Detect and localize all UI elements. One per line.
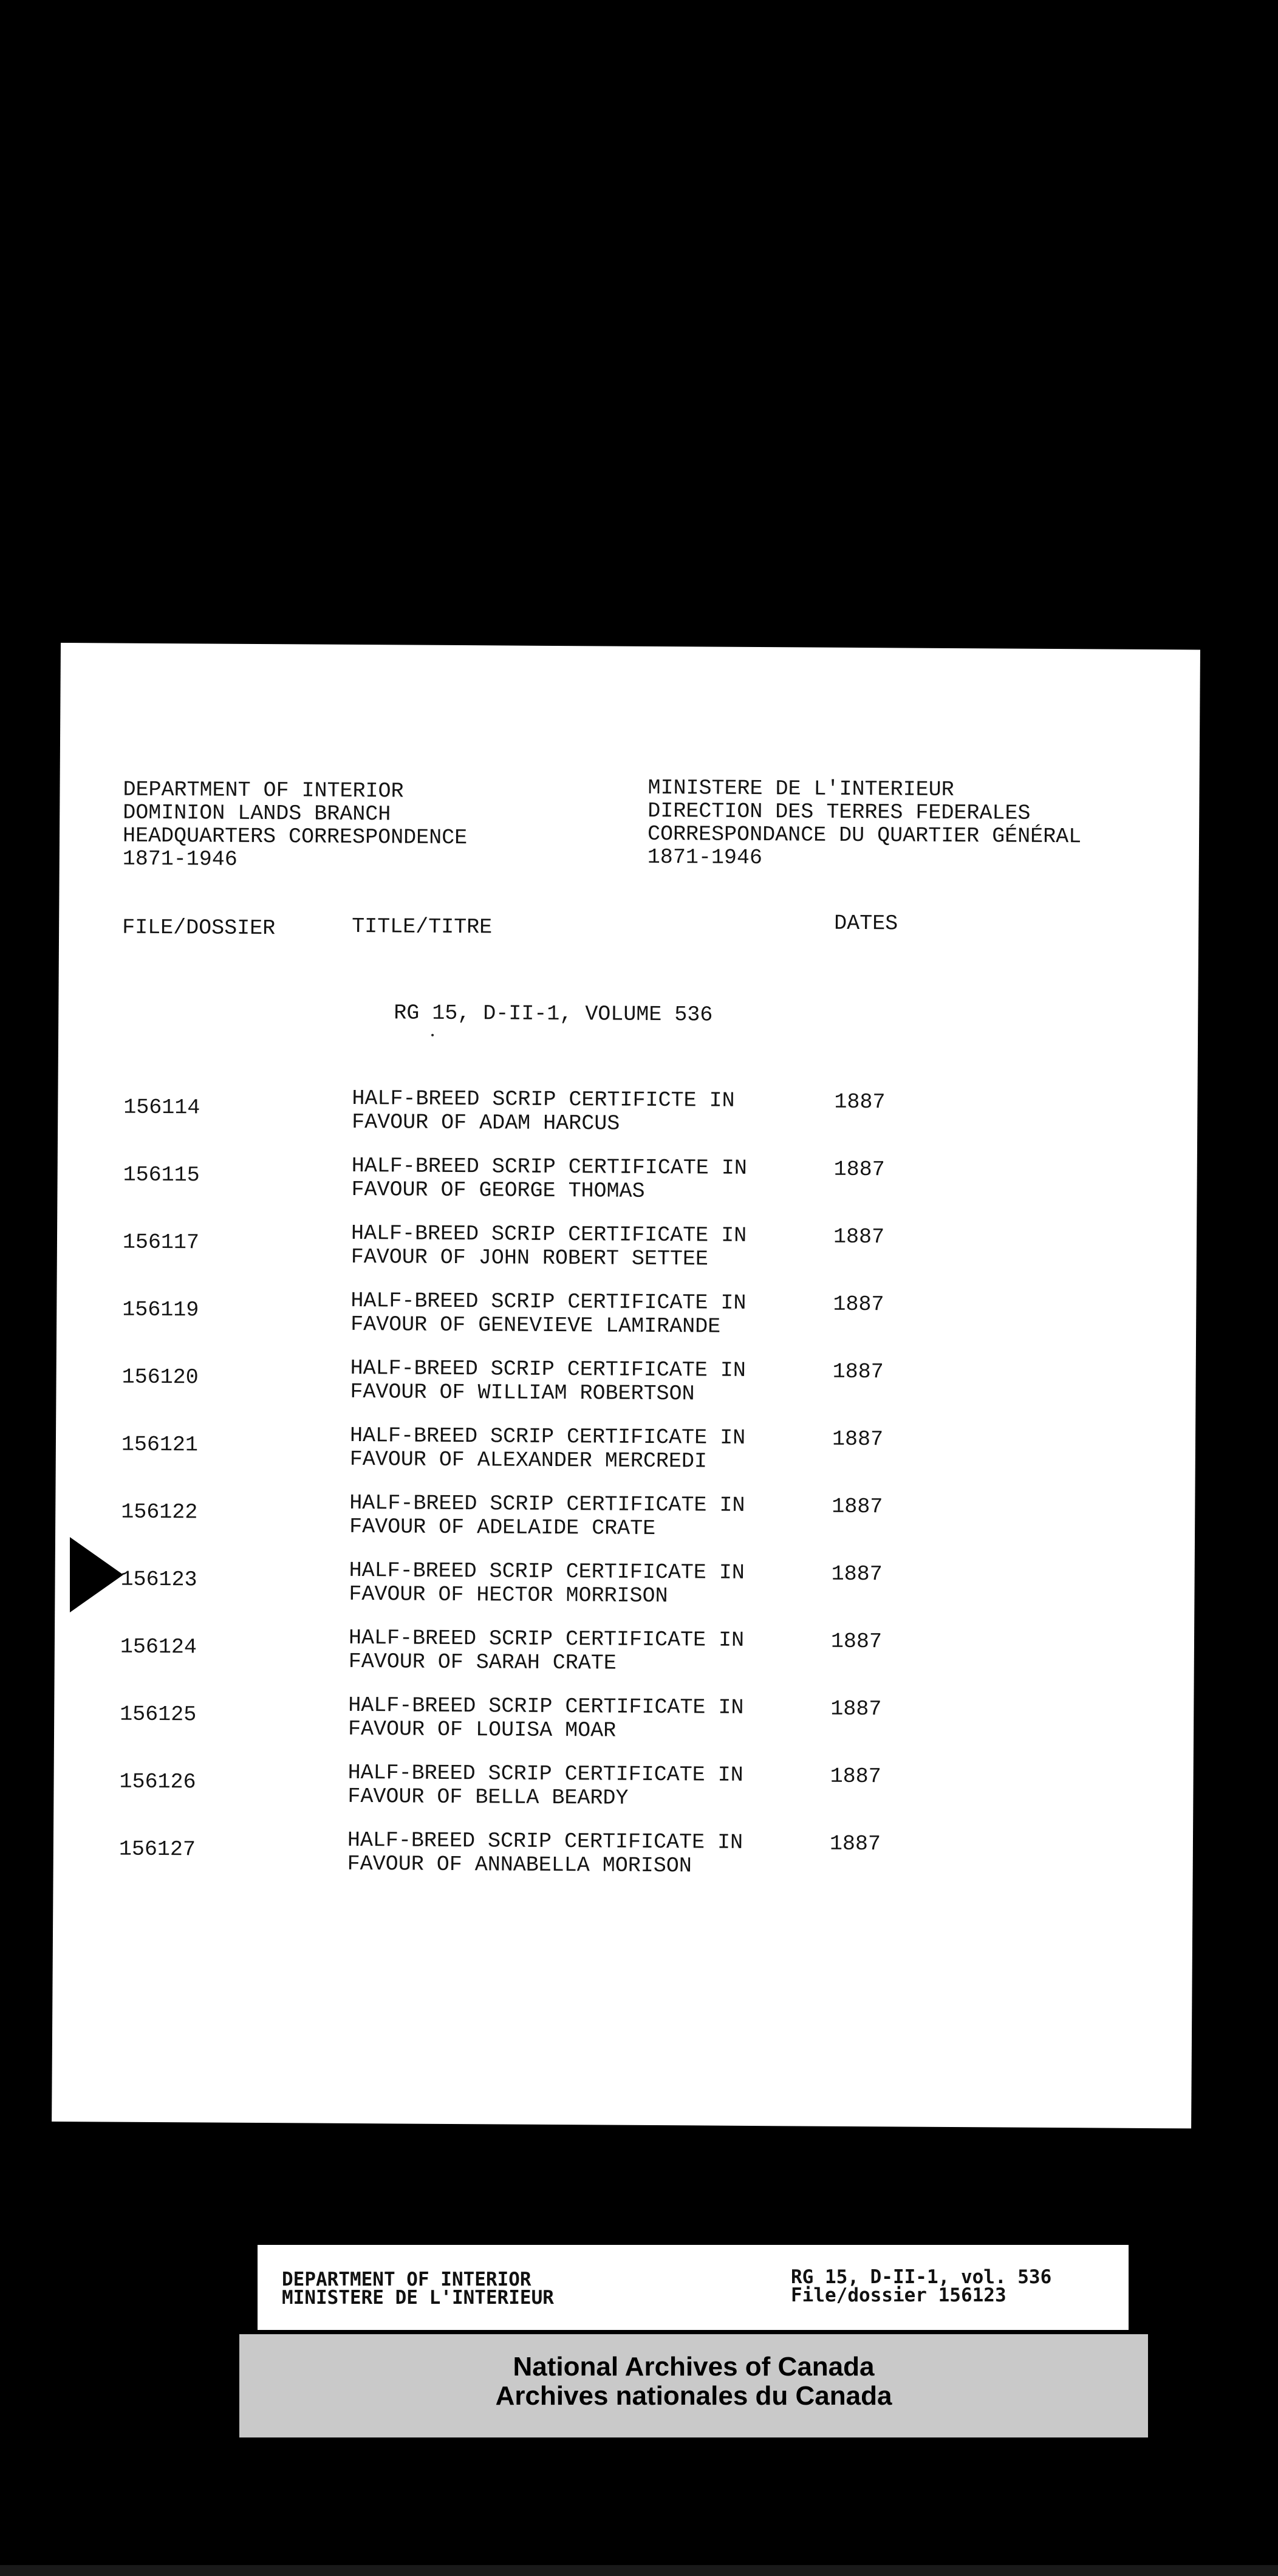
entry-title-line: FAVOUR OF ALEXANDER MERCREDI — [349, 1447, 708, 1474]
entry-title-line: HALF-BREED SCRIP CERTIFICATE IN — [351, 1153, 747, 1180]
table-row — [53, 1827, 1194, 1888]
entry-title-line: HALF-BREED SCRIP CERTIFICATE IN — [349, 1558, 745, 1585]
column-header-title: TITLE/TITRE — [352, 914, 493, 940]
header-en-line: DEPARTMENT OF INTERIOR — [123, 777, 404, 804]
table-row — [57, 1153, 1197, 1214]
entry-title — [349, 1626, 745, 1676]
label-line: File/dossier 156123 — [791, 2284, 1006, 2306]
file-number: 156126 — [119, 1769, 196, 1795]
header-english — [123, 778, 468, 872]
label-line: RG 15, D-II-1, vol. 536 — [791, 2266, 1052, 2288]
table-row — [55, 1557, 1195, 1619]
entry-title-line: FAVOUR OF LOUISA MOAR — [347, 1716, 617, 1743]
file-number: 156123 — [120, 1567, 197, 1592]
entry-date: 1887 — [832, 1359, 884, 1385]
column-header-dates: DATES — [834, 911, 898, 936]
table-row — [56, 1422, 1196, 1484]
entry-title — [350, 1424, 746, 1474]
entry-title-line: FAVOUR OF GEORGE THOMAS — [351, 1177, 645, 1204]
entry-title-line: HALF-BREED SCRIP CERTIFICATE IN — [348, 1625, 745, 1653]
entry-title-line: HALF-BREED SCRIP CERTIFICATE IN — [350, 1288, 747, 1315]
archives-name-english: National Archives of Canada — [513, 2352, 875, 2382]
file-number: 156122 — [121, 1499, 198, 1525]
entry-title-line: HALF-BREED SCRIP CERTIFICATE IN — [347, 1828, 743, 1855]
entry-title — [348, 1694, 744, 1744]
table-row — [54, 1692, 1194, 1753]
entry-title — [350, 1289, 747, 1339]
entry-title — [352, 1087, 735, 1137]
table-row — [53, 1759, 1194, 1821]
file-number: 156114 — [123, 1095, 200, 1120]
table-row — [57, 1220, 1197, 1281]
document-page — [52, 643, 1200, 2128]
file-number: 156124 — [120, 1634, 197, 1660]
file-label-strip — [258, 2245, 1129, 2330]
entry-title-line: HALF-BREED SCRIP CERTIFICATE IN — [350, 1355, 746, 1383]
entry-title-line: HALF-BREED SCRIP CERTIFICTE IN — [352, 1086, 735, 1113]
entry-title — [349, 1492, 745, 1541]
entry-date: 1887 — [832, 1494, 883, 1519]
entry-date: 1887 — [830, 1629, 883, 1654]
entry-title-line: FAVOUR OF WILLIAM ROBERTSON — [350, 1379, 695, 1406]
label-line: DEPARTMENT OF INTERIOR — [282, 2269, 531, 2290]
file-number: 156115 — [123, 1162, 200, 1188]
entry-date: 1887 — [833, 1157, 885, 1182]
header-french — [648, 776, 1082, 871]
entry-title — [347, 1761, 743, 1811]
table-row — [58, 1085, 1198, 1146]
header-en-line: HEADQUARTERS CORRESPONDENCE — [122, 823, 468, 851]
entry-title-line: FAVOUR OF BELLA BEARDY — [347, 1784, 629, 1810]
entry-title-line: FAVOUR OF SARAH CRATE — [348, 1649, 617, 1676]
file-number: 156119 — [122, 1297, 199, 1323]
table-row — [55, 1490, 1195, 1551]
table-row — [56, 1287, 1197, 1349]
file-number: 156127 — [118, 1837, 196, 1862]
entry-title-line: FAVOUR OF JOHN ROBERT SETTEE — [350, 1244, 709, 1272]
entry-title-line: HALF-BREED SCRIP CERTIFICATE IN — [350, 1221, 747, 1248]
archives-name-french: Archives nationales du Canada — [495, 2381, 892, 2411]
header-fr-line: 1871-1946 — [647, 844, 763, 871]
entry-title-line: HALF-BREED SCRIP CERTIFICATE IN — [349, 1490, 745, 1518]
entry-date: 1887 — [831, 1561, 883, 1587]
entry-date: 1887 — [834, 1089, 886, 1115]
table-row — [55, 1625, 1195, 1686]
entry-title-line: FAVOUR OF ADELAIDE CRATE — [349, 1514, 656, 1541]
label-reference — [791, 2268, 1051, 2304]
archives-banner — [239, 2334, 1148, 2437]
entry-date: 1887 — [829, 1831, 881, 1857]
label-department — [282, 2270, 554, 2307]
header-en-line: DOMINION LANDS BRANCH — [123, 800, 391, 827]
entry-title-line: FAVOUR OF HECTOR MORRISON — [349, 1581, 668, 1609]
entry-title-line: HALF-BREED SCRIP CERTIFICATE IN — [347, 1760, 743, 1787]
entry-title-line: HALF-BREED SCRIP CERTIFICATE IN — [348, 1693, 744, 1720]
file-pointer-arrow — [70, 1537, 123, 1612]
header-fr-line: MINISTERE DE L'INTERIEUR — [648, 775, 954, 802]
entry-date: 1887 — [832, 1427, 884, 1452]
header-fr-line: DIRECTION DES TERRES FEDERALES — [648, 798, 1031, 826]
entry-title — [349, 1559, 745, 1609]
file-number: 156121 — [121, 1432, 199, 1458]
stray-dot — [431, 1034, 434, 1036]
file-number: 156125 — [120, 1702, 197, 1727]
column-header-file: FILE/DOSSIER — [122, 915, 276, 941]
entry-title — [351, 1154, 747, 1204]
entry-date: 1887 — [833, 1224, 885, 1250]
entry-date: 1887 — [833, 1292, 884, 1317]
label-line: MINISTERE DE L'INTERIEUR — [282, 2287, 554, 2309]
entry-title — [347, 1829, 743, 1879]
header-fr-line: CORRESPONDANCE DU QUARTIER GÉNÉRAL — [647, 821, 1082, 849]
entry-title — [350, 1357, 746, 1406]
entry-title-line: HALF-BREED SCRIP CERTIFICATE IN — [349, 1423, 746, 1450]
entry-title-line: FAVOUR OF ADAM HARCUS — [352, 1109, 620, 1136]
header-en-line: 1871-1946 — [122, 846, 237, 872]
entry-date: 1887 — [830, 1764, 881, 1789]
entry-title-line: FAVOUR OF GENEVIEVE LAMIRANDE — [350, 1312, 721, 1339]
entry-title — [351, 1222, 747, 1272]
volume-heading: RG 15, D-II-1, VOLUME 536 — [394, 1001, 713, 1027]
entry-date: 1887 — [830, 1696, 882, 1722]
file-number: 156117 — [122, 1230, 200, 1255]
film-edge — [0, 2565, 1278, 2576]
file-number: 156120 — [121, 1365, 199, 1390]
entry-title-line: FAVOUR OF ANNABELLA MORISON — [347, 1851, 692, 1879]
table-row — [56, 1355, 1196, 1416]
